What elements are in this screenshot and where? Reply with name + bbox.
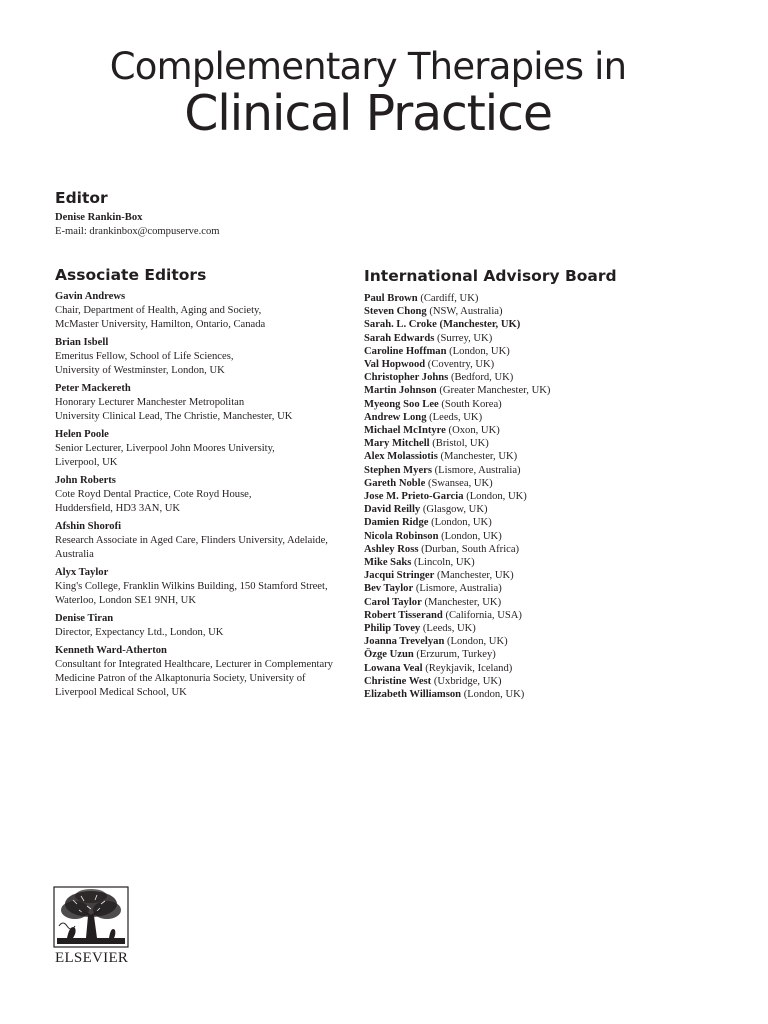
member-location: (Bristol, UK)	[432, 438, 489, 450]
associate-editor-entry	[55, 612, 355, 640]
member-location: (London, UK)	[463, 689, 525, 701]
member-name: Christine West	[364, 675, 432, 687]
member-location: (Erzurum, Turkey)	[416, 649, 496, 661]
associate-editor-name: John Roberts	[55, 475, 116, 486]
member-location: (Durban, South Africa)	[421, 543, 520, 555]
advisory-board-member	[364, 437, 754, 450]
associate-editor-affiliation: Consultant for Integrated Healthcare, Lecturer in Complementary	[55, 659, 333, 670]
member-name: Andrew Long	[364, 411, 427, 423]
member-location: (Manchester, UK)	[437, 570, 514, 582]
member-location: (London, UK)	[466, 491, 527, 503]
member-location: (Manchester, UK)	[440, 451, 518, 463]
associate-editors-list	[55, 290, 355, 700]
associate-editors-section	[55, 265, 355, 704]
advisory-board-member	[364, 609, 754, 622]
member-location: (NSW, Australia)	[429, 306, 503, 318]
member-name: Damien Ridge	[364, 517, 429, 529]
member-location: (Oxon, UK)	[448, 425, 500, 437]
associate-editor-name: Helen Poole	[55, 429, 109, 440]
associate-editor-affiliation: Medicine Patron of the Alkaptonuria Society, University of	[55, 673, 306, 684]
member-name: Sarah Edwards	[364, 332, 435, 344]
associate-editor-affiliation: Chair, Department of Health, Aging and Society,	[55, 305, 262, 316]
advisory-board-member	[364, 648, 754, 661]
member-name: Philip Tovey	[364, 623, 421, 635]
associate-editor-entry	[55, 336, 355, 378]
advisory-board-member	[364, 477, 754, 490]
advisory-board-member	[364, 662, 754, 675]
advisory-board-member	[364, 318, 754, 331]
member-name: Jacqui Stringer	[364, 570, 435, 582]
member-name: Val Hopwood	[364, 359, 426, 371]
editor-heading: Editor	[55, 189, 108, 207]
member-location: (Leeds, UK)	[429, 411, 483, 423]
member-location: (Manchester, UK)	[424, 596, 502, 608]
member-name: Mike Saks	[364, 557, 412, 569]
advisory-board-member	[364, 556, 754, 569]
advisory-board-member	[364, 358, 754, 371]
associate-editor-affiliation: Research Associate in Aged Care, Flinders University, Adelaide,	[55, 535, 328, 546]
member-name: Lowana Veal	[364, 662, 423, 674]
member-name: Myeong Soo Lee	[364, 398, 439, 410]
associate-editor-affiliation: Liverpool Medical School, UK	[55, 687, 187, 698]
associate-editor-affiliation: University Clinical Lead, The Christie, Manchester, UK	[55, 411, 293, 422]
associate-editor-affiliation: University of Westminster, London, UK	[55, 365, 225, 376]
associate-editor-affiliation: McMaster University, Hamilton, Ontario, Canada	[55, 319, 266, 330]
advisory-board-member	[364, 292, 754, 305]
associate-editor-affiliation: Emeritus Fellow, School of Life Sciences,	[55, 351, 234, 362]
member-location: (California, USA)	[445, 609, 522, 621]
member-name: Gareth Noble	[364, 477, 426, 489]
associate-editor-affiliation: Director, Expectancy Ltd., London, UK	[55, 627, 224, 638]
associate-editor-name: Brian Isbell	[55, 337, 109, 348]
associate-editor-entry	[55, 644, 355, 700]
associate-editors-heading: Associate Editors	[55, 266, 207, 284]
member-name: Mary Mitchell	[364, 438, 430, 450]
member-location: (London, UK)	[431, 517, 492, 529]
member-location: (Uxbridge, UK)	[433, 675, 502, 687]
advisory-board-member	[364, 569, 754, 582]
associate-editor-entry	[55, 566, 355, 608]
member-location: (Surrey, UK)	[437, 332, 493, 344]
member-location: (Cardiff, UK)	[420, 293, 479, 304]
member-name: Elizabeth Williamson	[364, 689, 462, 701]
associate-editor-entry	[55, 520, 355, 562]
advisory-board-heading: International Advisory Board	[364, 267, 617, 285]
member-name: Nicola Robinson	[364, 530, 439, 542]
elsevier-tree-icon	[53, 886, 129, 948]
advisory-board-member	[364, 596, 754, 609]
member-location: (Reykjavik, Iceland)	[425, 662, 513, 674]
member-name: Christopher Johns	[364, 372, 449, 384]
member-location: (Lincoln, UK)	[414, 557, 475, 569]
associate-editor-entry	[55, 382, 355, 424]
associate-editor-affiliation: King's College, Franklin Wilkins Building, 150 Stamford Street,	[55, 581, 328, 592]
advisory-board-member	[364, 345, 754, 358]
associate-editor-affiliation: Waterloo, London SE1 9NH, UK	[55, 595, 196, 606]
advisory-board-member	[364, 516, 754, 529]
member-name: Özge Uzun	[364, 649, 414, 661]
associate-editor-name: Kenneth Ward-Atherton	[55, 645, 167, 656]
member-name: Carol Taylor	[364, 596, 422, 608]
member-name: David Reilly	[364, 504, 421, 516]
publisher-name: ELSEVIER	[55, 950, 129, 966]
advisory-board-member	[364, 384, 754, 397]
associate-editor-name: Afshin Shorofi	[55, 521, 122, 532]
member-location: (Manchester, UK)	[439, 319, 521, 331]
member-location: (London, UK)	[447, 636, 508, 648]
advisory-board-member	[364, 490, 754, 503]
advisory-board-member	[364, 635, 754, 648]
member-location: (Glasgow, UK)	[422, 504, 488, 516]
member-location: (London, UK)	[441, 530, 502, 542]
associate-editor-affiliation: Honorary Lecturer Manchester Metropolitan	[55, 397, 245, 408]
associate-editor-name: Gavin Andrews	[55, 291, 126, 302]
associate-editor-name: Peter Mackereth	[55, 383, 131, 394]
member-name: Ashley Ross	[364, 543, 419, 555]
member-location: (Greater Manchester, UK)	[439, 385, 551, 397]
associate-editor-affiliation: Huddersfield, HD3 3AN, UK	[55, 503, 181, 514]
member-name: Jose M. Prieto-Garcia	[364, 491, 464, 503]
advisory-board-member	[364, 305, 754, 318]
associate-editor-affiliation: Australia	[55, 549, 94, 560]
editor-name: Denise Rankin-Box	[55, 212, 143, 223]
advisory-board-section	[364, 266, 754, 701]
member-location: (Bedford, UK)	[450, 372, 514, 384]
publisher-logo	[53, 886, 133, 967]
member-location: (Lismore, Australia)	[434, 464, 521, 476]
member-name: Alex Molassiotis	[364, 451, 438, 463]
advisory-board-member	[364, 398, 754, 411]
advisory-board-member	[364, 582, 754, 595]
advisory-board-member	[364, 450, 754, 463]
member-name: Stephen Myers	[364, 464, 432, 476]
member-name: Steven Chong	[364, 306, 427, 318]
advisory-board-member	[364, 675, 754, 688]
associate-editor-entry	[55, 428, 355, 470]
member-name: Paul Brown	[364, 293, 418, 304]
advisory-board-member	[364, 688, 754, 701]
journal-title-line2: Clinical Practice	[184, 85, 552, 142]
editor-section	[55, 188, 220, 239]
member-name: Martin Johnson	[364, 385, 437, 397]
advisory-board-member	[364, 371, 754, 384]
member-location: (Leeds, UK)	[422, 623, 476, 635]
member-name: Sarah. L. Croke	[364, 319, 437, 331]
member-name: Caroline Hoffman	[364, 345, 447, 357]
associate-editor-name: Alyx Taylor	[55, 567, 109, 578]
member-name: Bev Taylor	[364, 583, 414, 595]
member-location: (London, UK)	[449, 345, 510, 357]
advisory-board-list	[364, 292, 754, 701]
advisory-board-member	[364, 543, 754, 556]
member-name: Robert Tisserand	[364, 609, 443, 621]
advisory-board-member	[364, 332, 754, 345]
member-name: Joanna Trevelyan	[364, 636, 445, 648]
member-location: (Swansea, UK)	[427, 477, 493, 489]
advisory-board-member	[364, 424, 754, 437]
journal-title-line1: Complementary Therapies in	[109, 45, 627, 88]
advisory-board-member	[364, 411, 754, 424]
member-location: (South Korea)	[441, 398, 502, 410]
member-location: (Coventry, UK)	[427, 359, 495, 371]
associate-editor-affiliation: Cote Royd Dental Practice, Cote Royd House,	[55, 489, 252, 500]
advisory-board-member	[364, 530, 754, 543]
associate-editor-name: Denise Tiran	[55, 613, 114, 624]
advisory-board-member	[364, 464, 754, 477]
advisory-board-member	[364, 622, 754, 635]
associate-editor-entry	[55, 290, 355, 332]
associate-editor-entry	[55, 474, 355, 516]
associate-editor-affiliation: Liverpool, UK	[55, 457, 118, 468]
member-location: (Lismore, Australia)	[415, 583, 502, 595]
advisory-board-member	[364, 503, 754, 516]
member-name: Michael McIntyre	[364, 425, 446, 437]
associate-editor-affiliation: Senior Lecturer, Liverpool John Moores University,	[55, 443, 275, 454]
editor-email: E-mail: drankinbox@compuserve.com	[55, 226, 220, 237]
